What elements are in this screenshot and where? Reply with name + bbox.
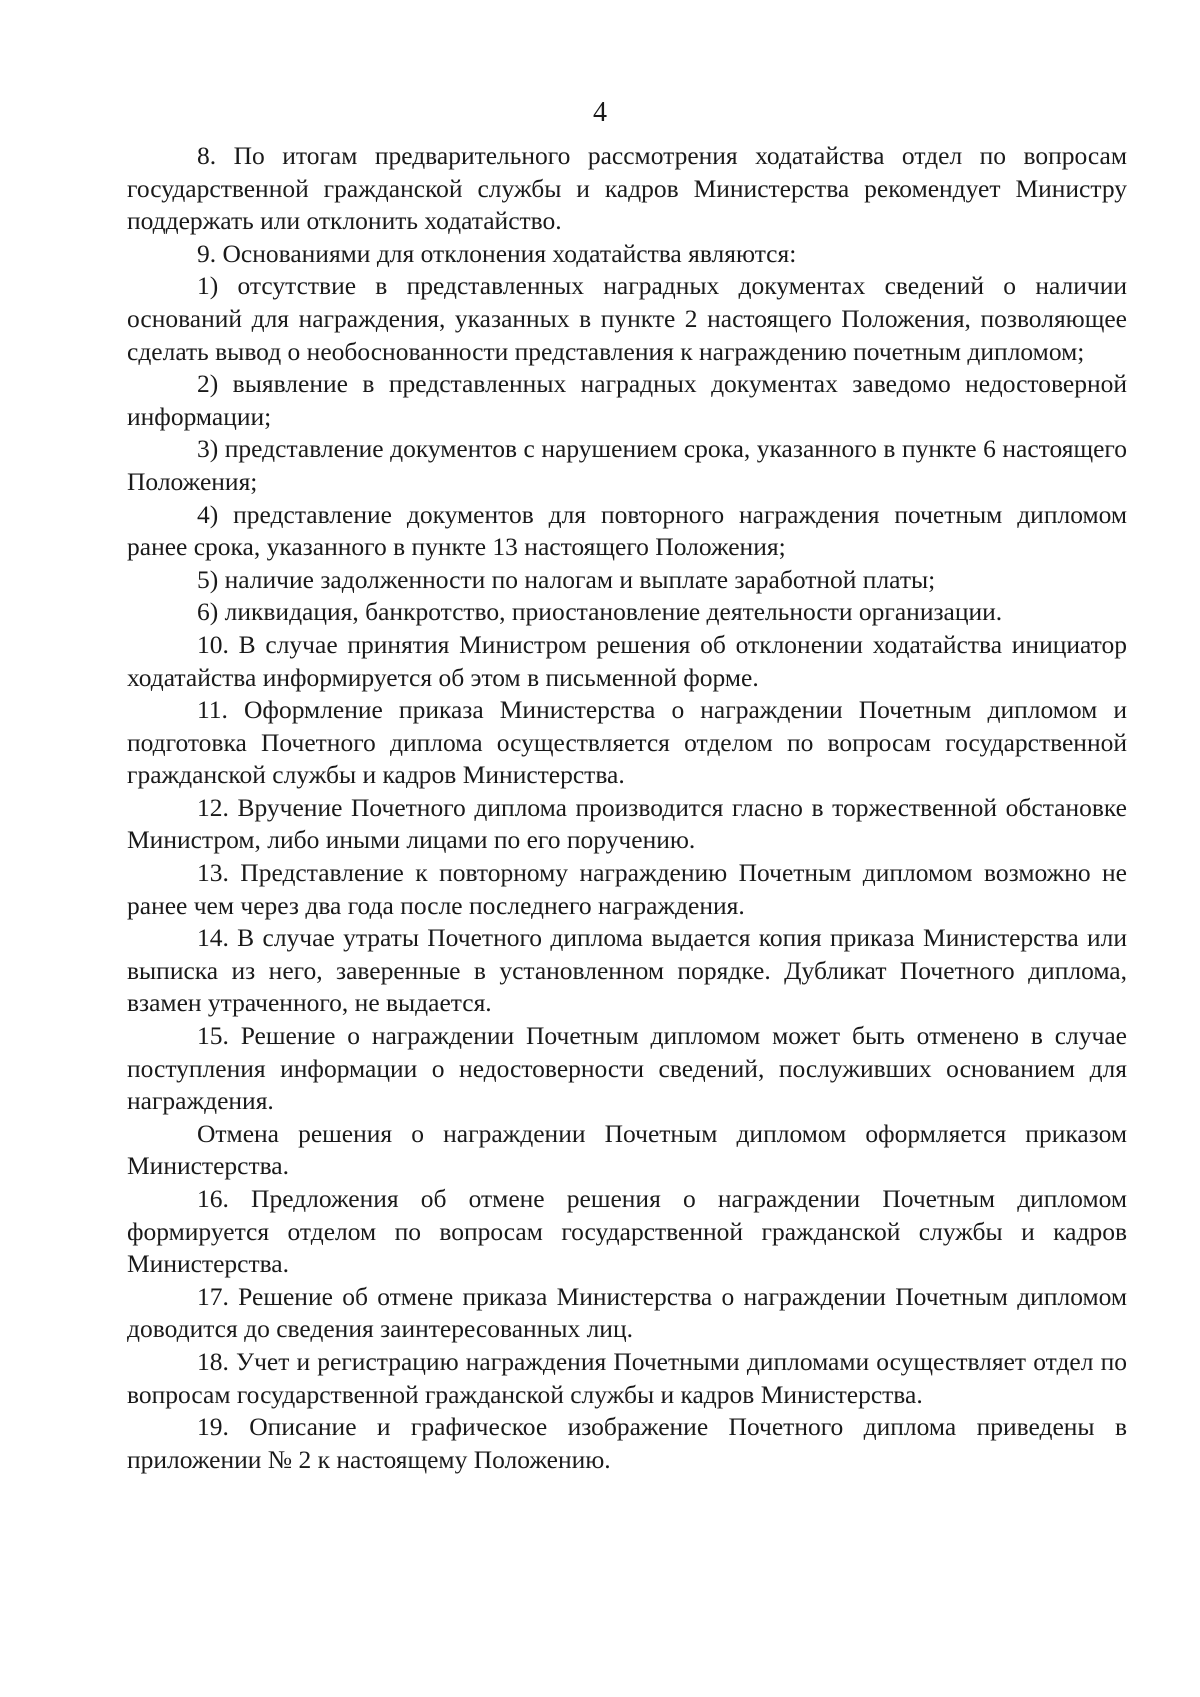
- list-item-9-6: 6) ликвидация, банкротство, приостановление деятельности организации.: [197, 597, 1003, 627]
- paragraph-15-continued: Отмена решения о награждении Почетным дипломом оформляется приказом Министерства.: [127, 1118, 1127, 1181]
- paragraph-17: 17. Решение об отмене приказа Министерства о награждении Почетным дипломом доводится до сведения заинтересованных лиц.: [127, 1281, 1127, 1344]
- list-item-9-2: 2) выявление в представленных наградных документах заведомо недостоверной информации;: [127, 369, 1127, 431]
- paragraph-16: 16. Предложения об отмене решения о награждении Почетным дипломом формируется отделом по вопросам государственной гражданской службы и кадров Министерства.: [127, 1184, 1127, 1279]
- paragraph-13: 13. Представление к повторному награждению Почетным дипломом возможно не ранее чем через два года после последнего награждения.: [127, 858, 1127, 920]
- paragraph-19: 19. Описание и графическое изображение Почетного диплома приведены в приложении № 2 к настоящему Положению.: [127, 1412, 1127, 1474]
- paragraph-11: 11. Оформление приказа Министерства о награждении Почетным дипломом и подготовка Почетного диплома осуществляется отделом по вопросам государственной гражданской службы и кадров Министерства.: [127, 695, 1127, 790]
- page-number: 4: [593, 97, 607, 128]
- paragraph-9: 9. Основаниями для отклонения ходатайства являются:: [197, 238, 797, 268]
- paragraph-15: 15. Решение о награждении Почетным дипломом может быть отменено в случае поступления информации о недостоверности сведений, послуживших основанием для награждения.: [127, 1021, 1127, 1116]
- paragraph-12: 12. Вручение Почетного диплома производится гласно в торжественной обстановке Министром, либо иными лицами по его поручению.: [127, 792, 1127, 855]
- list-item-9-3: 3) представление документов с нарушением срока, указанного в пункте 6 настоящего Положения;: [127, 434, 1127, 496]
- list-item-9-4: 4) представление документов для повторного награждения почетным дипломом ранее срока, указанного в пункте 13 настоящего Положения;: [127, 499, 1127, 562]
- paragraph-10: 10. В случае принятия Министром решения об отклонении ходатайства инициатор ходатайства информируется об этом в письменной форме.: [127, 629, 1127, 692]
- document-body: [127, 140, 1127, 1476]
- paragraph-8: 8. По итогам предварительного рассмотрения ходатайства отдел по вопросам государственной гражданской службы и кадров Министерства рекомендует Министру поддержать или отклонить ходатайство.: [127, 141, 1127, 236]
- paragraph-18: 18. Учет и регистрацию награждения Почетными дипломами осуществляет отдел по вопросам государственной гражданской службы и кадров Министерства.: [127, 1346, 1127, 1409]
- list-item-9-1: 1) отсутствие в представленных наградных документах сведений о наличии оснований для награждения, указанных в пункте 2 настоящего Положения, позволяющее сделать вывод о необоснованности представления к награждению почетным дипломом;: [127, 271, 1127, 366]
- list-item-9-5: 5) наличие задолженности по налогам и выплате заработной платы;: [197, 564, 936, 594]
- paragraph-14: 14. В случае утраты Почетного диплома выдается копия приказа Министерства или выписка из него, заверенные в установленном порядке. Дубликат Почетного диплома, взамен утраченного, не выдается.: [127, 923, 1127, 1018]
